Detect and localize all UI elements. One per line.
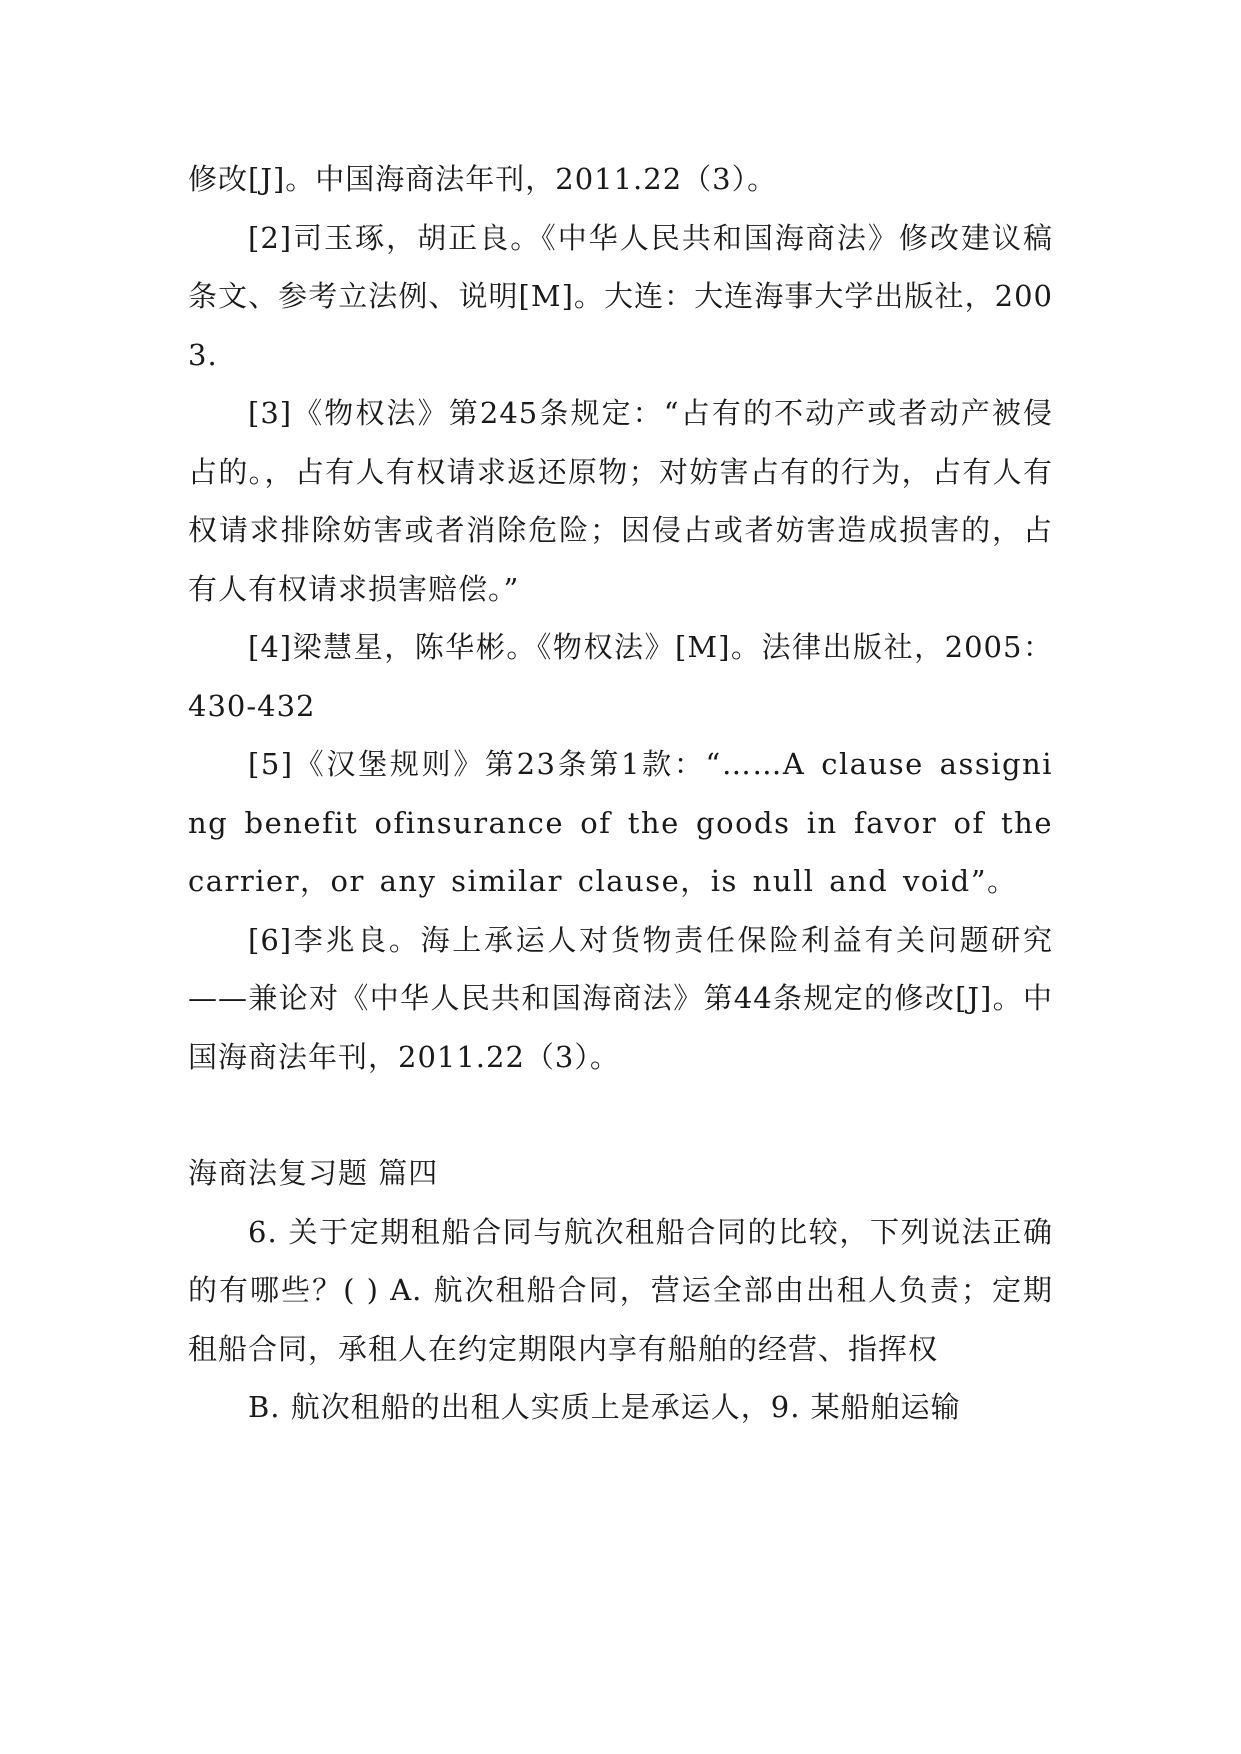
reference-3: [3]《物权法》第245条规定：“占有的不动产或者动产被侵占的。，占有人有权请求返还原物；对妨害占有的行为，占有人有权请求排除妨害或者消除危险；因侵占或者妨害造成损害的，占有人有权请求损害赔偿。” — [188, 396, 1053, 606]
question-6-option-b: B. 航次租船的出租人实质上是承运人，9. 某船舶运输 — [248, 1390, 961, 1424]
reference-2: [2]司玉琢，胡正良。《中华人民共和国海商法》修改建议稿条文、参考立法例、说明[M]。大连：大连海事大学出版社，2003. — [188, 220, 1053, 372]
document-body — [188, 150, 1053, 1437]
reference-6: [6]李兆良。海上承运人对货物责任保险利益有关问题研究——兼论对《中华人民共和国海商法》第44条规定的修改[J]。中国海商法年刊，2011.22（3）。 — [188, 922, 1053, 1074]
section-heading: 海商法复习题 篇四 — [188, 1156, 439, 1190]
reference-4: [4]梁慧星，陈华彬。《物权法》[M]。法律出版社，2005：430-432 — [188, 630, 1053, 723]
question-6: 6. 关于定期租船合同与航次租船合同的比较，下列说法正确的有哪些？( ) A. 航次租船合同，营运全部由出租人负责；定期租船合同，承租人在约定期限内享有船舶的经营、指挥权 — [188, 1214, 1053, 1366]
reference-5: [5]《汉堡规则》第23条第1款：“……A clause assigning benefit ofinsurance of the goods in favor of the carrier，or any similar clause，is null and void”。 — [188, 747, 1053, 898]
continued-reference-fragment: 修改[J]。中国海商法年刊，2011.22（3）。 — [188, 162, 778, 196]
section-spacer — [188, 1086, 1053, 1144]
